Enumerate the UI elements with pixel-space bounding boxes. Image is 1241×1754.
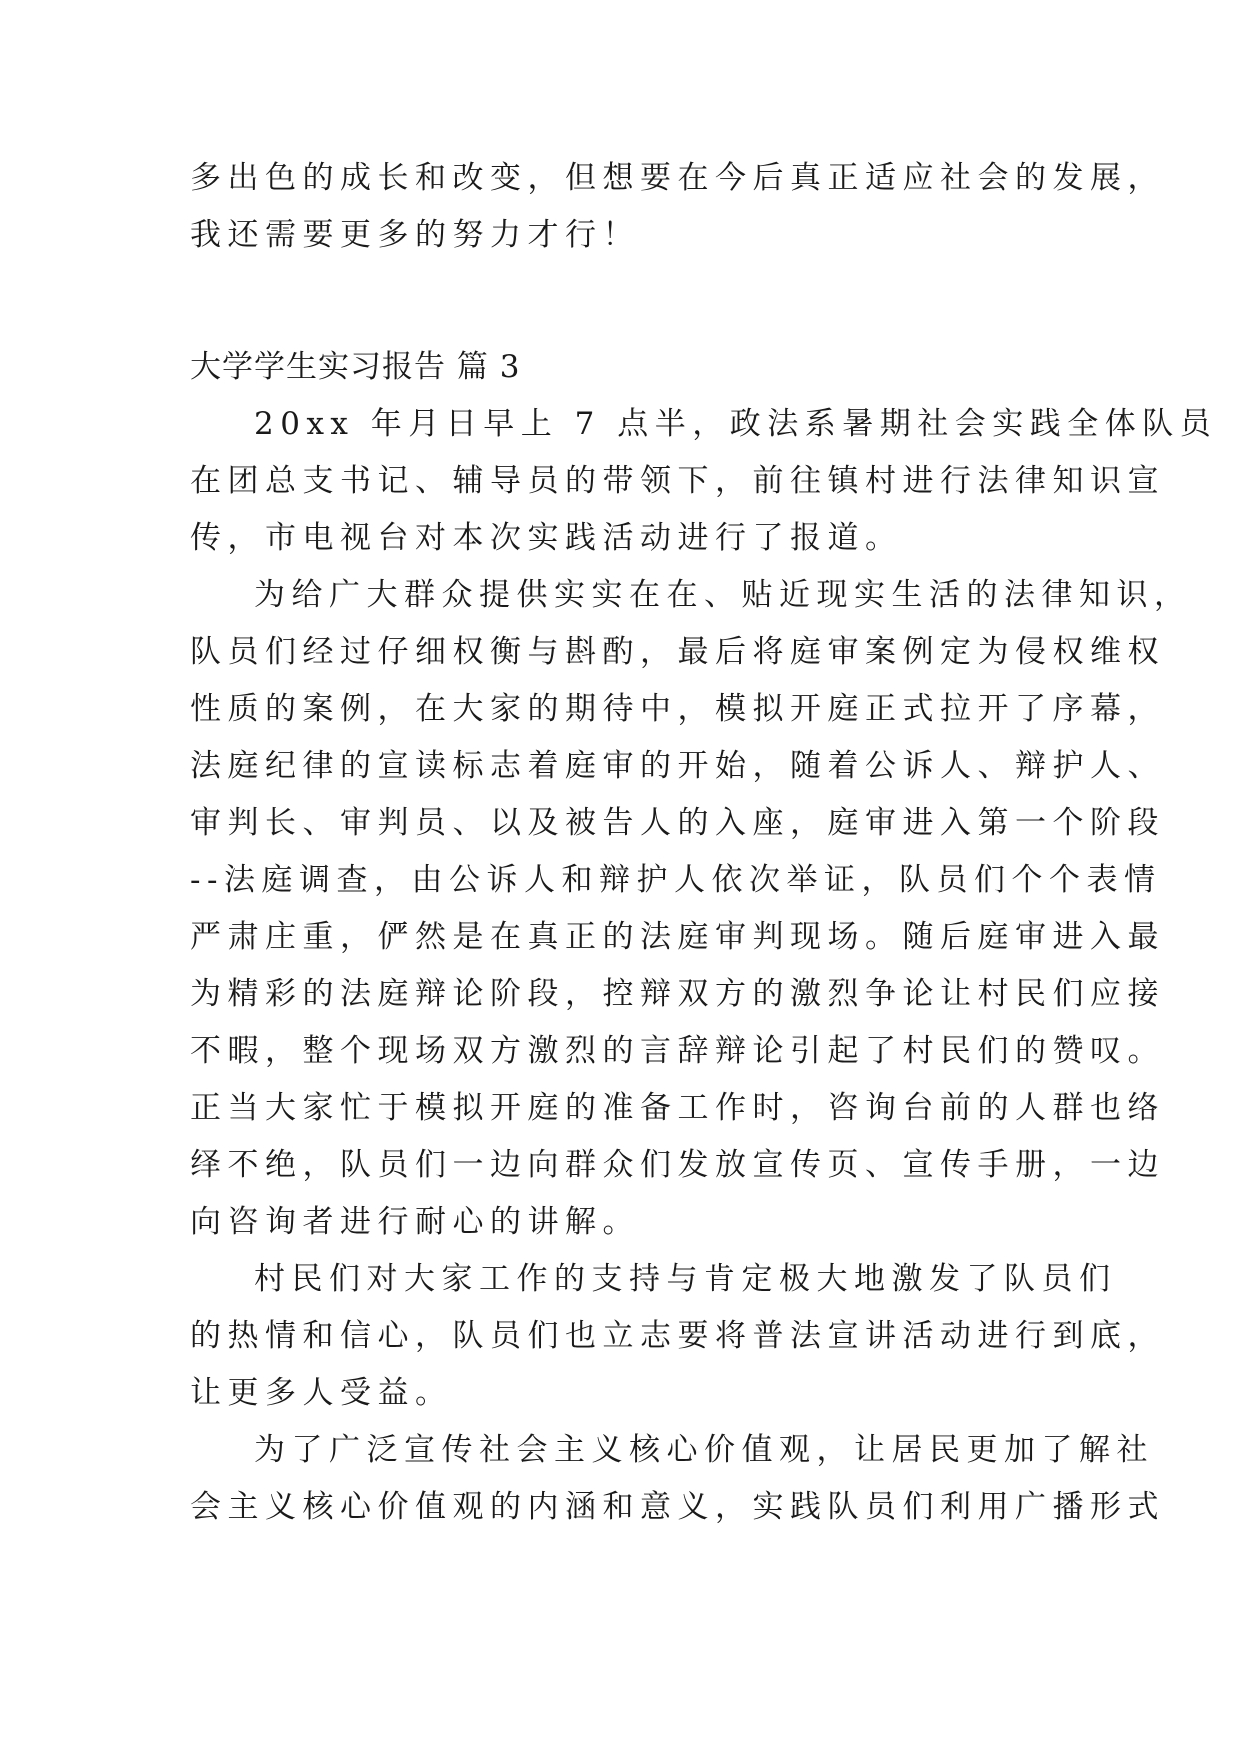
text-line: 绎不绝，队员们一边向群众们发放宣传页、宣传手册，一边 [190,1147,1165,1183]
paragraph-1 [190,396,1218,567]
section-title: 大学学生实习报告 篇 3 [190,349,521,385]
text-line: 会主义核心价值观的内涵和意义，实践队员们利用广播形式 [190,1489,1165,1525]
text-line: 为给广大群众提供实实在在、贴近现实生活的法律知识， [254,577,1192,613]
document-page [190,150,1218,1536]
text-line: 的热情和信心，队员们也立志要将普法宣讲活动进行到底， [190,1318,1165,1354]
text-line: 让更多人受益。 [190,1375,453,1411]
text-line: 我还需要更多的努力才行！ [190,217,640,253]
text-line: 向咨询者进行耐心的讲解。 [190,1204,640,1240]
text-line: 20xx 年月日早上 7 点半，政法系暑期社会实践全体队员 [254,406,1218,442]
text-line: 严肃庄重，俨然是在真正的法庭审判现场。随后庭审进入最 [190,919,1165,955]
text-line: 正当大家忙于模拟开庭的准备工作时，咨询台前的人群也络 [190,1090,1165,1126]
text-line: 为精彩的法庭辩论阶段，控辩双方的激烈争论让村民们应接 [190,976,1165,1012]
paragraph-2 [190,567,1192,1251]
paragraph-3 [190,1251,1165,1422]
paragraph-4 [190,1422,1165,1536]
text-line: 队员们经过仔细权衡与斟酌，最后将庭审案例定为侵权维权 [190,634,1165,670]
text-line: 村民们对大家工作的支持与肯定极大地激发了队员们 [254,1261,1117,1297]
text-line: 性质的案例，在大家的期待中，模拟开庭正式拉开了序幕， [190,691,1165,727]
text-line: 为了广泛宣传社会主义核心价值观，让居民更加了解社 [254,1432,1154,1468]
text-line: 多出色的成长和改变，但想要在今后真正适应社会的发展， [190,160,1165,196]
text-line: 在团总支书记、辅导员的带领下，前往镇村进行法律知识宣 [190,463,1165,499]
text-line: 不暇，整个现场双方激烈的言辞辩论引起了村民们的赞叹。 [190,1033,1165,1069]
text-line: 法庭纪律的宣读标志着庭审的开始，随着公诉人、辩护人、 [190,748,1165,784]
text-line: 审判长、审判员、以及被告人的入座，庭审进入第一个阶段 [190,805,1165,841]
intro-paragraph [190,150,1165,264]
text-line: --法庭调查，由公诉人和辩护人依次举证，队员们个个表情 [190,862,1162,898]
text-line: 传，市电视台对本次实践活动进行了报道。 [190,520,903,556]
